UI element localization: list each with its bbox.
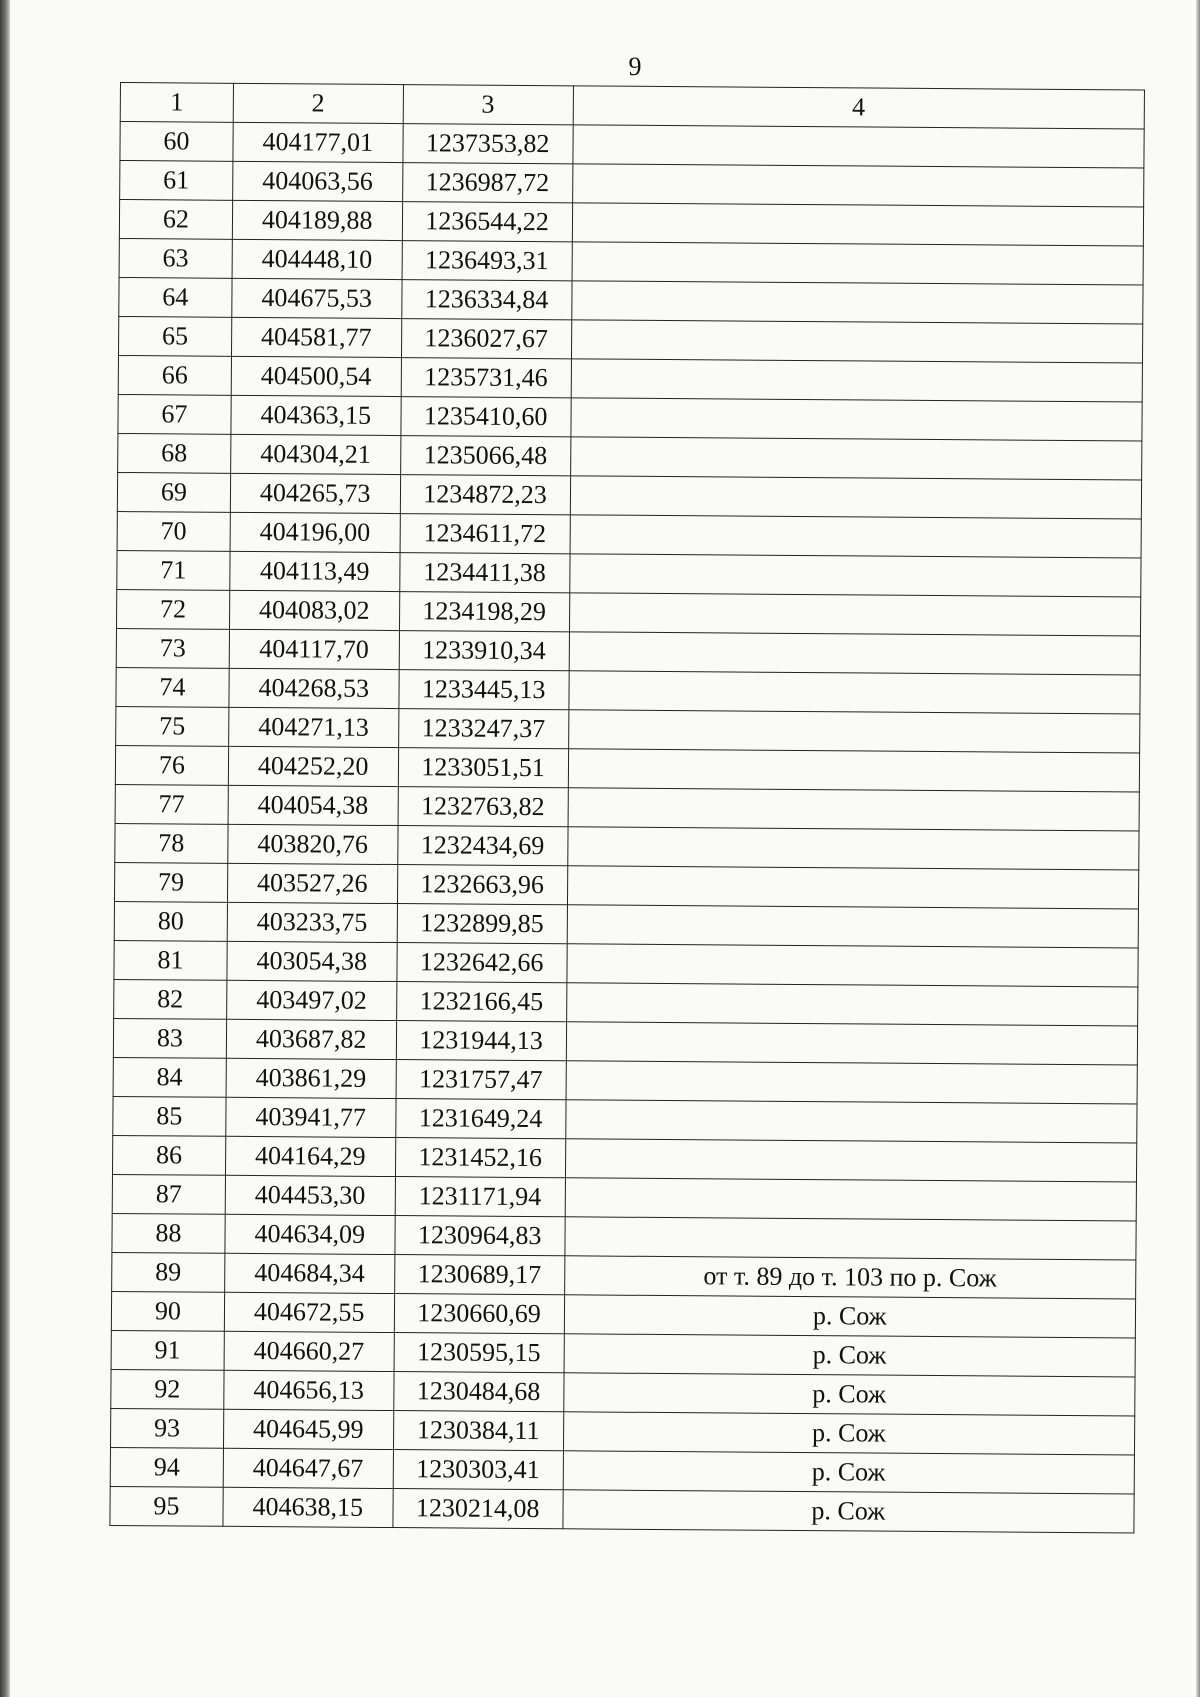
y-coordinate-cell: 1234872,23 [400,475,570,515]
point-number-cell: 69 [117,472,230,512]
description-cell: р. Сож [562,1490,1134,1533]
scan-left-edge [0,0,10,1697]
table-row [119,200,1143,247]
x-coordinate-cell: 403233,75 [227,902,397,942]
x-coordinate-cell: 404672,55 [224,1292,394,1332]
x-coordinate-cell: 404660,27 [224,1331,394,1371]
description-cell: р. Сож [563,1373,1135,1416]
x-coordinate-cell: 404063,56 [232,161,402,201]
table-row [111,1369,1135,1416]
point-number-cell: 60 [120,122,233,162]
table-row [112,1252,1136,1299]
description-cell [570,437,1142,480]
y-coordinate-cell: 1234611,72 [400,514,570,554]
y-coordinate-cell: 1232663,96 [397,865,567,905]
description-cell [567,905,1139,948]
y-coordinate-cell: 1237353,82 [403,124,573,164]
description-cell: р. Сож [564,1334,1136,1377]
description-cell [572,125,1144,168]
x-coordinate-cell: 404054,38 [228,785,398,825]
y-coordinate-cell: 1231452,16 [395,1138,565,1178]
table-row [115,823,1139,870]
point-number-cell: 65 [118,316,231,356]
description-cell [569,632,1141,675]
y-coordinate-cell: 1232763,82 [398,787,568,827]
y-coordinate-cell: 1236987,72 [402,163,572,203]
point-number-cell: 91 [111,1330,224,1370]
point-number-cell: 62 [119,200,232,240]
table-row [113,1018,1137,1065]
y-coordinate-cell: 1234411,38 [399,553,569,593]
y-coordinate-cell: 1236544,22 [402,202,572,242]
y-coordinate-cell: 1233051,51 [398,748,568,788]
description-cell [572,164,1144,207]
y-coordinate-cell: 1235731,46 [401,358,571,398]
description-cell [570,398,1142,441]
description-cell [565,1139,1137,1182]
point-number-cell: 63 [119,238,232,278]
point-number-cell: 61 [120,161,233,201]
table-row [120,161,1144,208]
table-row [116,667,1140,714]
point-number-cell: 95 [110,1486,223,1526]
description-cell [572,242,1144,285]
x-coordinate-cell: 404675,53 [232,278,402,318]
table-row [116,628,1140,675]
x-coordinate-cell: 404113,49 [230,551,400,591]
y-coordinate-cell: 1233247,37 [398,709,568,749]
point-number-cell: 75 [116,706,229,746]
x-coordinate-cell: 404645,99 [223,1409,393,1449]
table-row [115,745,1139,792]
x-coordinate-cell: 403054,38 [227,941,397,981]
table-row [119,238,1143,285]
description-cell [568,788,1140,831]
table-row [118,355,1142,402]
x-coordinate-cell: 404083,02 [229,590,399,630]
x-coordinate-cell: 404581,77 [231,317,401,357]
point-number-cell: 85 [113,1096,226,1136]
description-cell [571,281,1143,324]
point-number-cell: 78 [115,823,228,863]
point-number-cell: 73 [116,628,229,668]
y-coordinate-cell: 1230964,83 [395,1216,565,1256]
table-row [113,1096,1137,1143]
table-body [110,83,1145,1533]
description-cell [566,1061,1138,1104]
y-coordinate-cell: 1230303,41 [393,1450,563,1490]
table-row [116,706,1140,753]
point-number-cell: 84 [113,1057,226,1097]
x-coordinate-cell: 404634,09 [225,1214,395,1254]
y-coordinate-cell: 1232899,85 [397,904,567,944]
x-coordinate-cell: 403820,76 [228,824,398,864]
x-coordinate-cell: 403687,82 [226,1019,396,1059]
point-number-cell: 88 [112,1213,225,1253]
description-cell [571,320,1143,363]
point-number-cell: 67 [118,394,231,434]
table-row [117,550,1141,597]
y-coordinate-cell: 1230689,17 [394,1255,564,1295]
point-number-cell: 74 [116,667,229,707]
point-number-cell: 89 [112,1252,225,1292]
x-coordinate-cell: 404177,01 [233,122,403,162]
point-number-cell: 66 [118,355,231,395]
y-coordinate-cell: 1236493,31 [402,241,572,281]
point-number-cell: 83 [113,1018,226,1058]
table-row [114,901,1138,948]
description-cell [569,554,1141,597]
x-coordinate-cell: 404363,15 [231,395,401,435]
point-number-cell: 64 [119,277,232,317]
point-number-cell: 81 [114,940,227,980]
y-coordinate-cell: 1230595,15 [394,1333,564,1373]
x-coordinate-cell: 404117,70 [229,629,399,669]
point-number-cell: 94 [110,1447,223,1487]
x-coordinate-cell: 403941,77 [226,1097,396,1137]
description-cell [570,515,1142,558]
x-coordinate-cell: 404265,73 [230,473,400,513]
y-coordinate-cell: 1234198,29 [399,592,569,632]
point-number-cell: 80 [114,901,227,941]
x-coordinate-cell: 404189,88 [232,200,402,240]
table-row [114,979,1138,1026]
table-row [117,511,1141,558]
description-cell [565,1100,1137,1143]
table-row [114,862,1138,909]
x-coordinate-cell: 404271,13 [228,707,398,747]
description-cell [566,983,1138,1026]
description-cell [567,827,1139,870]
point-number-cell: 71 [117,550,230,590]
table-row [119,277,1143,324]
table-row [113,1057,1137,1104]
description-cell [571,359,1143,402]
description-cell: р. Сож [564,1295,1136,1338]
table-row [115,784,1139,831]
x-coordinate-cell: 403527,26 [227,863,397,903]
x-coordinate-cell: 404500,54 [231,356,401,396]
header-cell-1: 1 [120,83,233,123]
description-cell [566,1022,1138,1065]
x-coordinate-cell: 404656,13 [224,1370,394,1410]
y-coordinate-cell: 1232434,69 [397,826,567,866]
point-number-cell: 82 [114,979,227,1019]
point-number-cell: 93 [110,1408,223,1448]
table-row [118,316,1142,363]
point-number-cell: 79 [114,862,227,902]
table-row [111,1330,1135,1377]
table-row [112,1174,1136,1221]
point-number-cell: 77 [115,784,228,824]
x-coordinate-cell: 404304,21 [230,434,400,474]
coordinates-table [109,82,1145,1533]
y-coordinate-cell: 1235410,60 [401,397,571,437]
table-row [110,1447,1134,1494]
x-coordinate-cell: 404448,10 [232,239,402,279]
x-coordinate-cell: 404453,30 [225,1175,395,1215]
header-cell-4: 4 [573,86,1145,129]
y-coordinate-cell: 1231944,13 [396,1021,566,1061]
table-row [117,472,1141,519]
x-coordinate-cell: 404268,53 [229,668,399,708]
table-row [120,122,1144,169]
point-number-cell: 90 [111,1291,224,1331]
y-coordinate-cell: 1235066,48 [400,436,570,476]
description-cell: р. Сож [563,1412,1135,1455]
point-number-cell: 72 [116,589,229,629]
table-row [110,1486,1134,1533]
x-coordinate-cell: 404252,20 [228,746,398,786]
y-coordinate-cell: 1231757,47 [396,1060,566,1100]
y-coordinate-cell: 1233910,34 [399,631,569,671]
y-coordinate-cell: 1231649,24 [395,1099,565,1139]
table-row [116,589,1140,636]
description-cell [567,866,1139,909]
y-coordinate-cell: 1232166,45 [396,982,566,1022]
x-coordinate-cell: 404164,29 [225,1136,395,1176]
y-coordinate-cell: 1231171,94 [395,1177,565,1217]
description-cell [568,671,1140,714]
description-cell: от т. 89 до т. 103 по р. Сож [564,1256,1136,1299]
table-row [111,1291,1135,1338]
x-coordinate-cell: 403497,02 [226,980,396,1020]
point-number-cell: 76 [115,745,228,785]
point-number-cell: 68 [118,433,231,473]
point-number-cell: 87 [112,1174,225,1214]
scan-right-edge [1196,0,1200,1697]
y-coordinate-cell: 1230384,11 [393,1411,563,1451]
description-cell: р. Сож [563,1451,1135,1494]
description-cell [568,710,1140,753]
description-cell [564,1217,1136,1260]
x-coordinate-cell: 403861,29 [226,1058,396,1098]
y-coordinate-cell: 1236334,84 [401,280,571,320]
y-coordinate-cell: 1232642,66 [397,943,567,983]
point-number-cell: 92 [111,1369,224,1409]
header-cell-3: 3 [403,85,573,125]
description-cell [568,749,1140,792]
y-coordinate-cell: 1230484,68 [393,1372,563,1412]
y-coordinate-cell: 1230660,69 [394,1294,564,1334]
description-cell [570,476,1142,519]
x-coordinate-cell: 404647,67 [223,1448,393,1488]
point-number-cell: 86 [112,1135,225,1175]
description-cell [572,203,1144,246]
table-row [112,1135,1136,1182]
description-cell [565,1178,1137,1221]
x-coordinate-cell: 404684,34 [224,1253,394,1293]
y-coordinate-cell: 1230214,08 [393,1489,563,1529]
table-row [112,1213,1136,1260]
description-cell [569,593,1141,636]
y-coordinate-cell: 1233445,13 [399,670,569,710]
description-cell [566,944,1138,987]
page-number: 9 [628,52,642,81]
header-cell-2: 2 [233,83,403,123]
table-row [110,1408,1134,1455]
point-number-cell: 70 [117,511,230,551]
table-row [118,433,1142,480]
table-row [114,940,1138,987]
table-row [118,394,1142,441]
y-coordinate-cell: 1236027,67 [401,319,571,359]
x-coordinate-cell: 404196,00 [230,512,400,552]
x-coordinate-cell: 404638,15 [223,1487,393,1527]
